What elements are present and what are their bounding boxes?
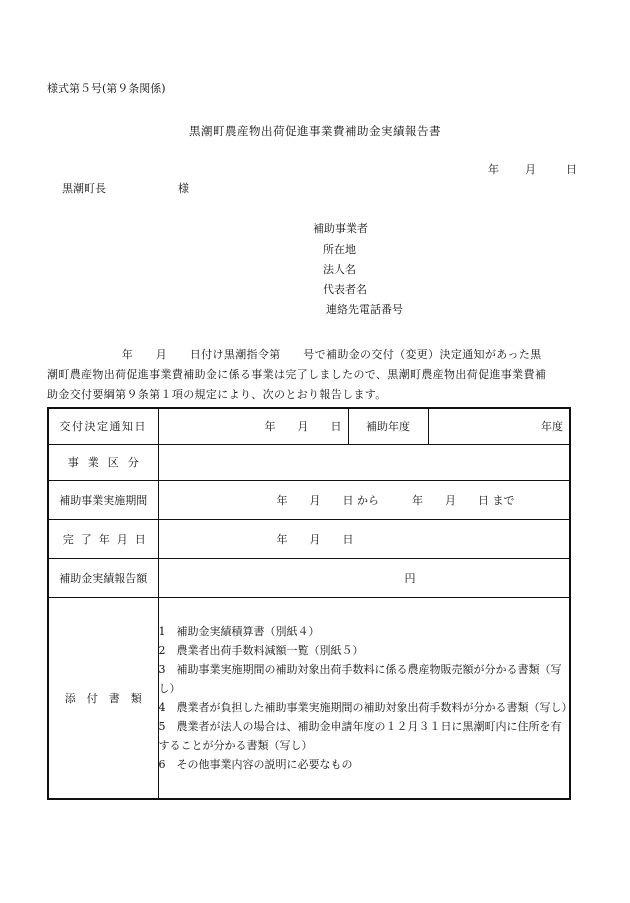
fiscal-year-label: 補助年度 <box>348 408 428 444</box>
report-date <box>488 163 577 177</box>
implementation-period-value: 年 月 日 から 年 月 日 まで <box>158 480 570 519</box>
business-category-label: 事業区分 <box>48 444 158 480</box>
table-row <box>48 444 570 480</box>
applicant-phone-label: 連絡先電話番号 <box>326 303 403 316</box>
attachment-item: 4 農業者が負担した補助事業実施期間の補助対象出荷手数料が分かる書類（写し） <box>158 700 573 714</box>
honorific: 様 <box>178 182 189 195</box>
implementation-period-label: 補助事業実施期間 <box>48 480 158 519</box>
attachment-item: 5 農業者が法人の場合は、補助金申請年度の１２月３１日に黒潮町内に住所を有することが分かる書類（写し） <box>158 719 562 752</box>
decision-date-label: 交付決定通知日 <box>48 408 158 444</box>
report-amount-label: 補助金実績報告額 <box>48 558 158 597</box>
body-line-3: 助金交付要綱第９条第１項の規定により、次のとおり報告します。 <box>47 388 387 401</box>
body-line-2: 潮町農産物出荷促進事業費補助金に係る事業は完了しましたので、黒潮町農産物出荷促進事業費補 <box>47 368 547 381</box>
body-line-1: 年 月 日付け黒潮指令第 号で補助金の交付（変更）決定通知があった黒 <box>99 348 542 361</box>
form-number-label: 様式第５号(第９条関係) <box>47 82 166 95</box>
attachments-label: 添 付 書 類 <box>48 597 158 799</box>
attachment-item: 3 補助事業実施期間の補助対象出荷手数料に係る農産物販売額が分かる書類（写し） <box>158 662 562 695</box>
business-category-value <box>158 444 570 480</box>
completion-date-label: 完了年月日 <box>48 519 158 558</box>
document-title: 黒潮町農産物出荷促進事業費補助金実績報告書 <box>189 124 441 138</box>
applicant-corp-label: 法人名 <box>323 263 356 276</box>
table-row <box>48 597 570 799</box>
applicant-representative-label: 代表者名 <box>323 283 367 296</box>
attachment-item: 1 補助金実績積算書（別紙４） <box>158 624 320 638</box>
attachment-item: 2 農業者出荷手数料減額一覧（別紙５） <box>158 643 364 657</box>
applicant-address-label: 所在地 <box>323 243 356 256</box>
report-table <box>47 407 571 800</box>
table-row <box>48 408 570 444</box>
table-row <box>48 519 570 558</box>
fiscal-year-value: 年度 <box>428 408 570 444</box>
applicant-title: 補助事業者 <box>313 222 368 235</box>
addressee-name: 黒潮町長 <box>62 182 106 195</box>
attachments-list <box>158 597 573 799</box>
report-amount-value: 円 <box>158 558 570 597</box>
date-year: 年 <box>488 163 499 176</box>
table-row <box>48 558 570 597</box>
addressee <box>62 182 189 196</box>
completion-date-value: 年 月 日 <box>158 519 570 558</box>
date-day: 日 <box>566 163 577 176</box>
decision-date-value: 年 月 日 <box>158 408 348 444</box>
date-month: 月 <box>525 163 536 176</box>
table-row <box>48 480 570 519</box>
report-body <box>47 345 577 405</box>
attachment-item: 6 その他事業内容の説明に必要なもの <box>158 757 353 771</box>
